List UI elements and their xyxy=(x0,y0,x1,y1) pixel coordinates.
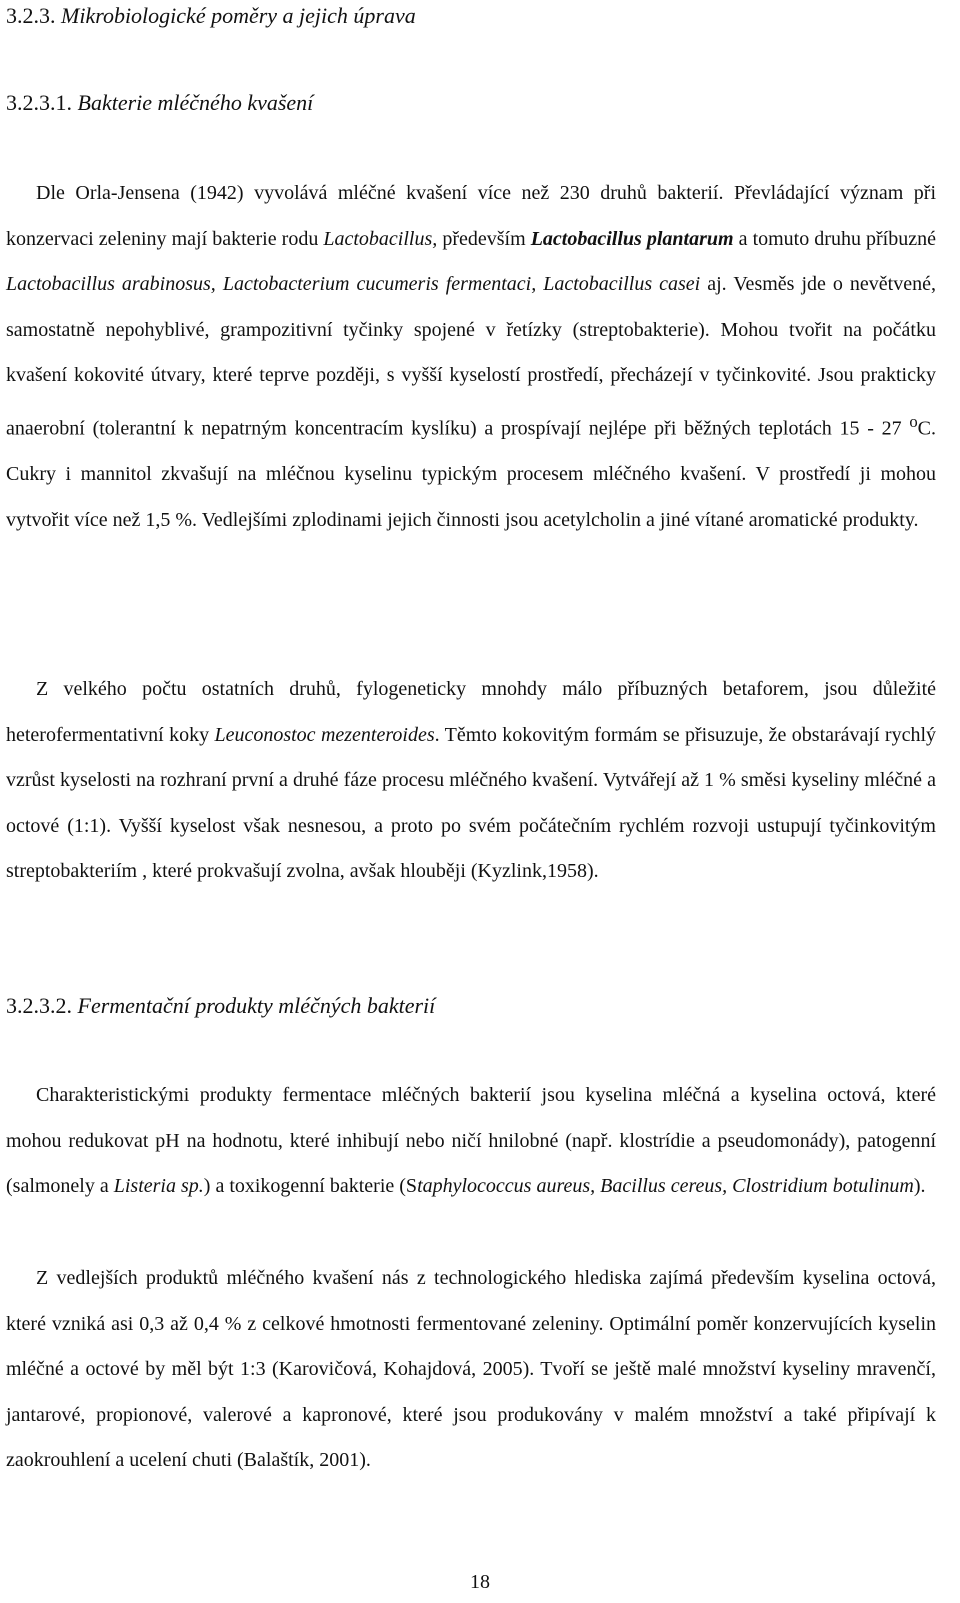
section-heading xyxy=(6,1,416,31)
species-names: taphylococcus aureus, Bacillus cereus, Clostridium botulinum xyxy=(417,1175,914,1198)
subsection-title: Fermentační produkty mléčných bakterií xyxy=(77,993,436,1018)
subsection-number: 3.2.3.2. xyxy=(6,993,72,1018)
text-run: především xyxy=(437,227,531,250)
text-run: Z velkého počtu ostatních druhů, fylogeneticky mnohdy málo příbuzných betaforem, jsou důležité heterofermentativní koky xyxy=(6,678,936,746)
text-run: a tomuto druhu příbuzné xyxy=(733,227,936,250)
paragraph-by-products: Z vedlejších produktů mléčného kvašení nás z technologického hlediska zajímá především kyselina octová, které vzniká asi 0,3 až 0,4 % z celkové hmotnosti fermentované zeleniny. Optimální poměr konzervujících kyselin mléčné a octové by měl být 1:3 (Karovičová, Kohajdová, 2005). Tvoří se ještě malé množství kyseliny mravenčí, jantarové, propionové, valerové a kapronové, které jsou produkovány v malém množství a také připívají k zaokrouhlení a ucelení chuti (Balaštík, 2001). xyxy=(6,1267,936,1472)
species-name-bold: Lactobacillus plantarum xyxy=(530,227,734,250)
section-number: 3.2.3. xyxy=(6,3,56,28)
text-run: aj. Vesměs jde o nevětvené, samostatně nepohyblivé, grampozitivní tyčinky spojené v řetízky (streptobakterie). Mohou tvořit na počátku kvašení kokovité útvary, které teprve později, s vyšší kyselostí prostředí, přecházejí v tyčinkovité. Jsou prakticky anaerobní (tolerantní k nepatrným koncentracím kyslíku) a prospívají nejlépe při běžných teplotách 15 - 27 xyxy=(6,273,936,440)
paragraph-lactobacillus xyxy=(6,171,936,543)
subsection-heading-bacteria xyxy=(6,88,313,118)
species-names: Lactobacillus arabinosus, Lactobacterium cucumeris fermentaci, Lactobacillus casei xyxy=(6,273,701,296)
paragraph-leuconostoc xyxy=(6,667,936,895)
text-run: C. Cukry i mannitol zkvašují na mléčnou kyselinu typickým procesem mléčného kvašení. V prostředí ji mohou vytvořit více než 1,5 %. Vedlejšími zplodinami jejich činnosti jsou acetylcholin a jiné vítané aromatické produkty. xyxy=(6,417,936,531)
subsection-number: 3.2.3.1. xyxy=(6,90,72,115)
paragraph-fermentation-products xyxy=(6,1073,936,1210)
text-run: Charakteristickými produkty fermentace mléčných bakterií jsou kyselina mléčná a kyselina octová, které mohou redukovat pH na hodnotu, které inhibují nebo ničí hnilobné (např. klostrídie a pseudomonády), patogenní (salmonely a xyxy=(6,1084,936,1198)
section-title: Mikrobiologické poměry a jejich úprava xyxy=(61,3,416,28)
text-run: ) a toxikogenní bakterie (S xyxy=(203,1175,418,1198)
species-name: Listeria sp. xyxy=(113,1175,204,1198)
text-run: ). xyxy=(913,1175,926,1198)
species-name: Lactobacillus, xyxy=(323,227,438,250)
subsection-title: Bakterie mléčného kvašení xyxy=(77,90,314,115)
degree-superscript: o xyxy=(909,411,918,431)
species-name: Leuconostoc mezenteroides xyxy=(214,723,435,746)
subsection-heading-products xyxy=(6,991,435,1021)
text-run: Dle Orla-Jensena (1942) vyvolává mléčné kvašení více než 230 druhů bakterií. Převládající význam při konzervaci zeleniny mají bakterie rodu xyxy=(6,182,936,250)
page-number: 18 xyxy=(470,1571,490,1593)
text-run: . Těmto kokovitým formám se přisuzuje, že obstarávají rychlý vzrůst kyselosti na rozhraní první a druhé fáze procesu mléčného kvašení. Vytvářejí až 1 % směsi kyseliny mléčné a octové (1:1). Vyšší kyselost však nesnesou, a proto po svém počátečním rychlém rozvoji ustupují tyčinkovitým streptobakteriím , které prokvašují zvolna, avšak hlouběji (Kyzlink,1958). xyxy=(6,723,936,883)
